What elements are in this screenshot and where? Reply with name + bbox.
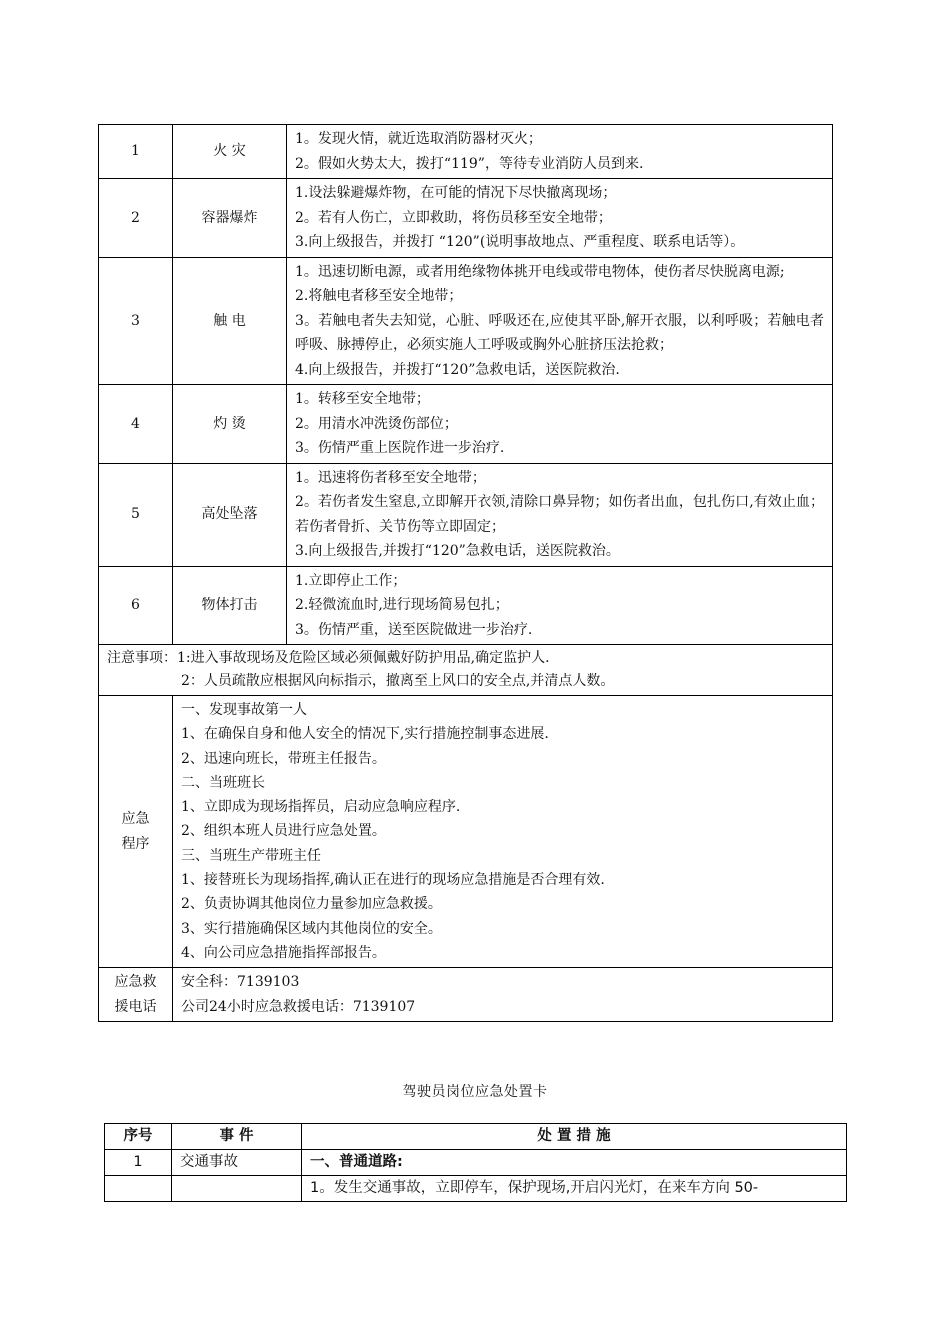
table-row: [99, 463, 833, 566]
event-name: 火 灾: [173, 125, 287, 179]
measure-line: 3.向上级报告，并拨打 “120”(说明事故地点、严重程度、联系电话等）。: [295, 234, 745, 250]
procedure-line: 1、接替班长为现场指挥,确认正在进行的现场应急措施是否合理有效.: [181, 872, 605, 889]
measures-cell: [287, 463, 833, 566]
table-row: [99, 125, 833, 179]
row-number: 3: [99, 257, 173, 385]
table-row: [105, 1176, 847, 1202]
event-name: 容器爆炸: [173, 179, 287, 258]
procedure-line: 三、当班生产带班主任: [181, 847, 321, 864]
label-line: 程序: [121, 835, 150, 852]
measure-line: 4.向上级报告，并拨打“120”急救电话，送医院救治.: [295, 361, 620, 378]
procedure-line: 3、实行措施确保区域内其他岗位的安全。: [181, 920, 442, 937]
procedure-line: 2、组织本班人员进行应急处置。: [181, 823, 386, 840]
notes-row: [99, 645, 833, 696]
measure-line: 1。迅速将伤者移至安全地带；: [295, 469, 486, 486]
measures-cell: [302, 1176, 847, 1202]
measures-cell: [287, 257, 833, 385]
measure-heading: 一、普通道路:: [310, 1154, 403, 1170]
note-line: 2：人员疏散应根据风向标指示，撤离至上风口的安全点,并清点人数。: [181, 673, 615, 689]
measures-cell: [287, 179, 833, 258]
event-name: 交通事故: [172, 1150, 302, 1176]
event-name: 灼 烫: [173, 385, 287, 464]
procedure-row: [99, 696, 833, 968]
procedure-label: [99, 696, 173, 968]
row-number: 1: [105, 1150, 172, 1176]
empty-cell: [105, 1176, 172, 1202]
measure-line: 1。发现火情，就近选取消防器材灭火；: [295, 131, 542, 147]
event-name: 高处坠落: [173, 463, 287, 566]
row-number: 5: [99, 463, 173, 566]
notes-cell: [99, 645, 833, 696]
measure-line: 1。发生交通事故，立即停车，保护现场,开启闪光灯，在来车方向 50-: [310, 1180, 759, 1196]
note-line: 注意事项：1:进入事故现场及危险区域必须佩戴好防护用品,确定监护人.: [107, 650, 550, 666]
table-row: [99, 179, 833, 258]
measure-line: 3。伤情严重上医院作进一步治疗.: [295, 440, 505, 456]
label-line: 援电话: [114, 998, 157, 1015]
procedure-steps: [173, 696, 833, 968]
contact-row: [99, 968, 833, 1022]
procedure-line: 一、发现事故第一人: [181, 702, 307, 718]
procedure-line: 1、在确保自身和他人安全的情况下,实行措施控制事态进展.: [181, 726, 549, 743]
measures-cell: [302, 1150, 847, 1176]
contact-numbers: [173, 968, 833, 1022]
measures-cell: [287, 125, 833, 179]
empty-cell: [172, 1176, 302, 1202]
table-header-row: [105, 1124, 847, 1150]
row-number: 4: [99, 385, 173, 464]
header-event: 事 件: [172, 1124, 302, 1150]
measure-line: 3.向上级报告,并拨打“120”急救电话，送医院救治。: [295, 543, 620, 559]
contact-line: 公司24小时应急救援电话：7139107: [181, 998, 416, 1015]
measure-line: 2.轻微流血时,进行现场简易包扎；: [295, 597, 509, 613]
row-number: 1: [99, 125, 173, 179]
table-row: [99, 257, 833, 385]
procedure-line: 4、向公司应急措施指挥部报告。: [181, 944, 386, 961]
header-measures: 处 置 措 施: [302, 1124, 847, 1150]
measures-cell: [287, 385, 833, 464]
measure-line: 2。假如火势太大，拨打“119”，等待专业消防人员到来.: [295, 155, 644, 172]
measure-line: 2。用清水冲洗烫伤部位；: [295, 415, 458, 432]
measure-line: 3。若触电者失去知觉，心脏、呼吸还在,应使其平卧,解开衣服，以利呼吸；若触电者呼吸、脉搏停止，必须实施人工呼吸或胸外心脏挤压法抢救；: [295, 312, 824, 353]
row-number: 2: [99, 179, 173, 258]
emergency-measures-table: [98, 124, 833, 1022]
driver-card-table: [104, 1123, 847, 1202]
measure-line: 1。转移至安全地带；: [295, 391, 430, 407]
procedure-line: 二、当班班长: [181, 774, 265, 791]
contact-label: [99, 968, 173, 1022]
event-name: 物体打击: [173, 566, 287, 645]
measure-line: 1.设法躲避爆炸物，在可能的情况下尽快撤离现场；: [295, 185, 617, 201]
table-row: [99, 385, 833, 464]
contact-line: 安全科：7139103: [181, 974, 300, 991]
measure-line: 3。伤情严重，送至医院做进一步治疗.: [295, 621, 533, 638]
label-line: 应急救: [114, 974, 157, 991]
header-no: 序号: [105, 1124, 172, 1150]
measure-line: 2。若有人伤亡，立即救助，将伤员移至安全地带；: [295, 209, 612, 226]
table-row: [99, 566, 833, 645]
row-number: 6: [99, 566, 173, 645]
measure-line: 2。若伤者发生窒息,立即解开衣领,清除口鼻异物；如伤者出血，包扎伤口,有效止血；若伤者骨折、关节伤等立即固定；: [295, 494, 824, 535]
procedure-line: 2、迅速向班长，带班主任报告。: [181, 750, 386, 767]
measure-line: 2.将触电者移至安全地带；: [295, 288, 463, 304]
event-name: 触 电: [173, 257, 287, 385]
table-row: [105, 1150, 847, 1176]
procedure-line: 1、立即成为现场指挥员，启动应急响应程序.: [181, 799, 461, 816]
measure-line: 1.立即停止工作；: [295, 572, 407, 589]
measures-cell: [287, 566, 833, 645]
label-line: 应急: [121, 811, 150, 828]
procedure-line: 2、负责协调其他岗位力量参加应急救援。: [181, 896, 442, 913]
measure-line: 1。迅速切断电源，或者用绝缘物体挑开电线或带电物体，使伤者尽快脱离电源;: [295, 263, 785, 280]
card-title: 驾驶员岗位应急处置卡: [402, 1084, 548, 1100]
